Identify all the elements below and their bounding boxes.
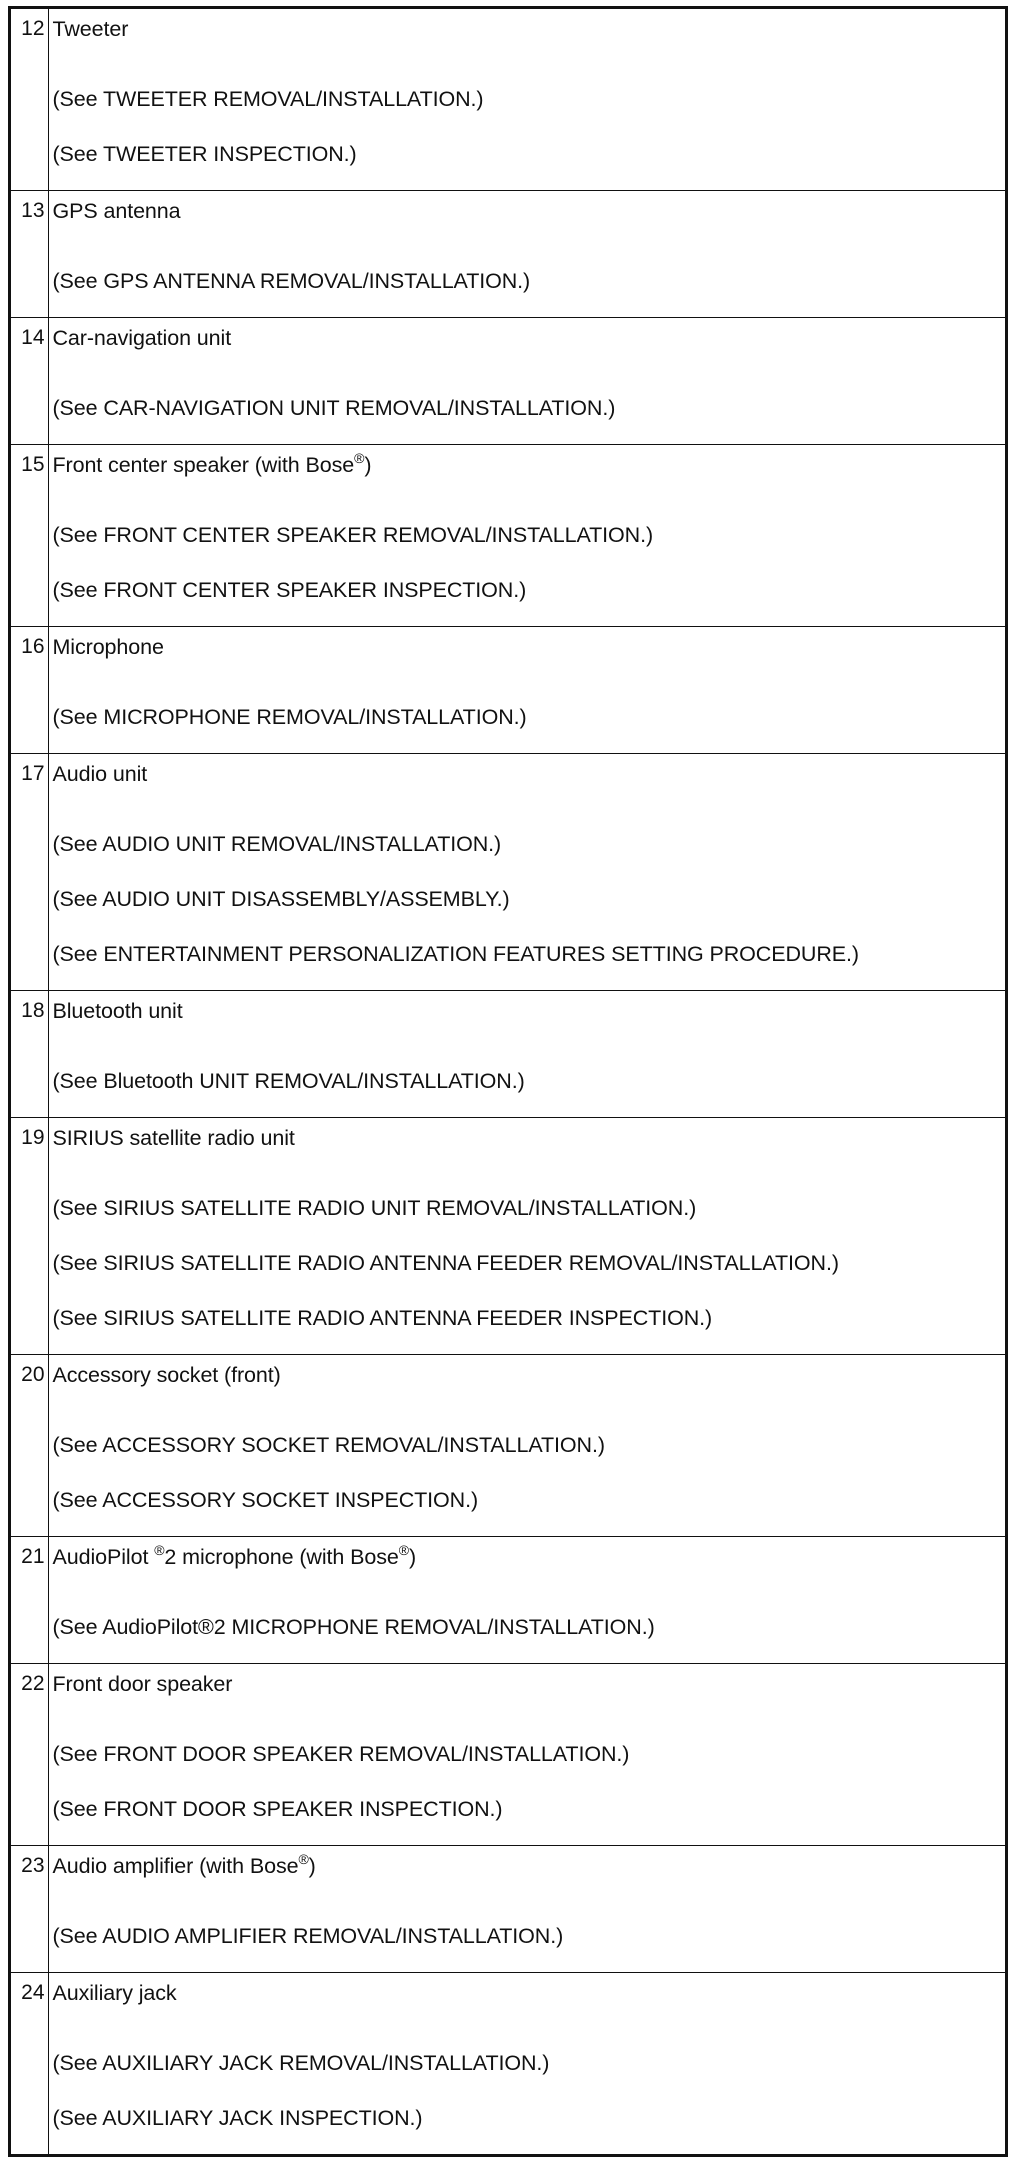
item-number: 16 bbox=[11, 627, 48, 754]
item-title bbox=[52, 1851, 1002, 1878]
reference-link[interactable]: (See ACCESSORY SOCKET REMOVAL/INSTALLATION.) bbox=[52, 1433, 605, 1457]
reference-link[interactable]: (See Bluetooth UNIT REMOVAL/INSTALLATION.) bbox=[52, 1069, 525, 1093]
item-cell bbox=[48, 191, 1005, 318]
component-table bbox=[8, 6, 1008, 2157]
reference-link[interactable]: (See CAR-NAVIGATION UNIT REMOVAL/INSTALLATION.) bbox=[52, 396, 616, 420]
item-title-text: Audio amplifier (with Bose bbox=[52, 1854, 299, 1878]
reference-link[interactable]: (See SIRIUS SATELLITE RADIO ANTENNA FEEDER REMOVAL/INSTALLATION.) bbox=[52, 1251, 839, 1275]
reference-link[interactable]: (See FRONT CENTER SPEAKER INSPECTION.) bbox=[52, 578, 527, 602]
table-row bbox=[11, 1537, 1005, 1664]
item-number: 22 bbox=[11, 1664, 48, 1846]
table-row bbox=[11, 1973, 1005, 2155]
item-cell bbox=[48, 9, 1005, 191]
item-number: 23 bbox=[11, 1846, 48, 1973]
reference-link[interactable]: (See AUDIO UNIT REMOVAL/INSTALLATION.) bbox=[52, 832, 502, 856]
item-title-text: Front center speaker (with Bose bbox=[52, 453, 355, 477]
item-cell bbox=[48, 318, 1005, 445]
item-number: 21 bbox=[11, 1537, 48, 1664]
table-row bbox=[11, 1846, 1005, 1973]
reference-link[interactable]: (See AUDIO AMPLIFIER REMOVAL/INSTALLATION.) bbox=[52, 1924, 564, 1948]
item-number: 18 bbox=[11, 991, 48, 1118]
table-row bbox=[11, 627, 1005, 754]
item-title bbox=[52, 450, 1002, 477]
reference-link[interactable]: (See MICROPHONE REMOVAL/INSTALLATION.) bbox=[52, 705, 527, 729]
item-title: Tweeter bbox=[52, 17, 129, 41]
item-title-text: AudioPilot bbox=[52, 1545, 155, 1569]
item-title: Front door speaker bbox=[52, 1672, 233, 1696]
item-number: 24 bbox=[11, 1973, 48, 2155]
reference-link[interactable]: (See FRONT DOOR SPEAKER REMOVAL/INSTALLATION.) bbox=[52, 1742, 630, 1766]
item-number: 15 bbox=[11, 445, 48, 627]
table-row bbox=[11, 1118, 1005, 1355]
item-number: 17 bbox=[11, 754, 48, 991]
reference-link[interactable]: (See TWEETER REMOVAL/INSTALLATION.) bbox=[52, 87, 484, 111]
reference-link[interactable]: (See FRONT CENTER SPEAKER REMOVAL/INSTALLATION.) bbox=[52, 523, 654, 547]
registered-mark: ® bbox=[154, 1542, 165, 1558]
item-title: Bluetooth unit bbox=[52, 999, 183, 1023]
item-cell bbox=[48, 627, 1005, 754]
item-title: Car-navigation unit bbox=[52, 326, 232, 350]
item-title-suffix: ) bbox=[364, 453, 372, 477]
table-row bbox=[11, 9, 1005, 191]
reference-link[interactable]: (See AUDIO UNIT DISASSEMBLY/ASSEMBLY.) bbox=[52, 887, 510, 911]
item-title: GPS antenna bbox=[52, 199, 181, 223]
item-title: Microphone bbox=[52, 635, 164, 659]
item-cell bbox=[48, 1537, 1005, 1664]
item-cell bbox=[48, 754, 1005, 991]
item-number: 13 bbox=[11, 191, 48, 318]
component-list bbox=[11, 9, 1005, 2154]
item-cell bbox=[48, 1664, 1005, 1846]
item-title: Auxiliary jack bbox=[52, 1981, 177, 2005]
table-row bbox=[11, 754, 1005, 991]
reference-link[interactable]: (See FRONT DOOR SPEAKER INSPECTION.) bbox=[52, 1797, 503, 1821]
table-row bbox=[11, 191, 1005, 318]
item-number: 14 bbox=[11, 318, 48, 445]
item-title-middle: 2 microphone (with Bose bbox=[164, 1545, 399, 1569]
reference-link[interactable]: (See AUXILIARY JACK INSPECTION.) bbox=[52, 2106, 423, 2130]
item-number: 12 bbox=[11, 9, 48, 191]
item-title: SIRIUS satellite radio unit bbox=[52, 1126, 295, 1150]
item-title-suffix: ) bbox=[308, 1854, 316, 1878]
item-cell bbox=[48, 991, 1005, 1118]
item-title: Audio unit bbox=[52, 762, 148, 786]
item-cell bbox=[48, 1973, 1005, 2155]
table-row bbox=[11, 1664, 1005, 1846]
item-cell bbox=[48, 1118, 1005, 1355]
table-row bbox=[11, 1355, 1005, 1537]
item-title bbox=[52, 1542, 1002, 1569]
registered-mark: ® bbox=[298, 1851, 309, 1867]
reference-link[interactable]: (See SIRIUS SATELLITE RADIO UNIT REMOVAL/INSTALLATION.) bbox=[52, 1196, 697, 1220]
item-number: 19 bbox=[11, 1118, 48, 1355]
item-title-suffix: ) bbox=[408, 1545, 417, 1569]
reference-link[interactable]: (See AUXILIARY JACK REMOVAL/INSTALLATION.) bbox=[52, 2051, 550, 2075]
reference-link[interactable]: (See TWEETER INSPECTION.) bbox=[52, 142, 357, 166]
item-number: 20 bbox=[11, 1355, 48, 1537]
registered-mark: ® bbox=[398, 1542, 409, 1558]
table-row bbox=[11, 445, 1005, 627]
registered-mark: ® bbox=[354, 450, 365, 466]
reference-link[interactable]: (See ACCESSORY SOCKET INSPECTION.) bbox=[52, 1488, 479, 1512]
table-row bbox=[11, 991, 1005, 1118]
reference-link[interactable]: (See ENTERTAINMENT PERSONALIZATION FEATURES SETTING PROCEDURE.) bbox=[52, 942, 859, 966]
item-cell bbox=[48, 1846, 1005, 1973]
item-title: Accessory socket (front) bbox=[52, 1363, 281, 1387]
reference-link[interactable]: (See SIRIUS SATELLITE RADIO ANTENNA FEEDER INSPECTION.) bbox=[52, 1306, 713, 1330]
item-cell bbox=[48, 445, 1005, 627]
table-row bbox=[11, 318, 1005, 445]
item-cell bbox=[48, 1355, 1005, 1537]
reference-link[interactable]: (See GPS ANTENNA REMOVAL/INSTALLATION.) bbox=[52, 269, 531, 293]
reference-link[interactable]: (See AudioPilot®2 MICROPHONE REMOVAL/INSTALLATION.) bbox=[52, 1615, 655, 1639]
